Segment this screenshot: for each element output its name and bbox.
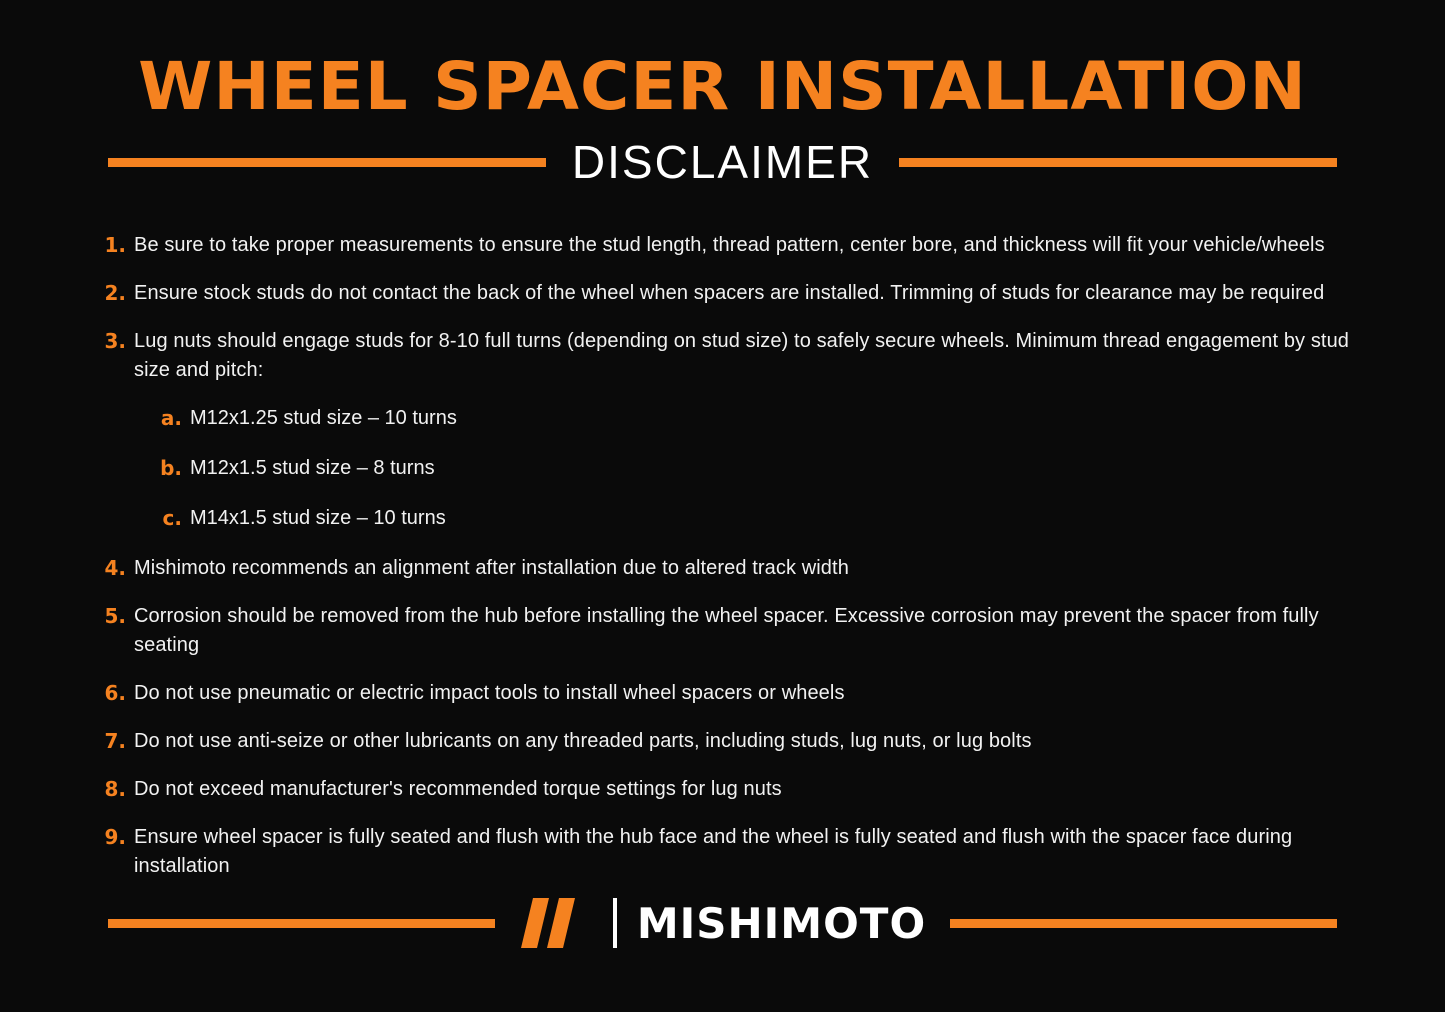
- list-item-text: Do not use anti-seize or other lubricants on any threaded parts, including studs, lug nuts, or lug bolts: [134, 730, 1032, 753]
- sub-list-item-text: M12x1.25 stud size – 10 turns: [190, 407, 457, 430]
- sub-list-item: [100, 504, 1350, 532]
- list-item-text: Ensure stock studs do not contact the back of the wheel when spacers are installed. Trimming of studs for clearance may be required: [134, 282, 1325, 305]
- list-item-number: 8.: [104, 777, 126, 802]
- mishimoto-logo-icon: [519, 896, 593, 950]
- sub-list-item-number: a.: [160, 406, 182, 431]
- page-subtitle: DISCLAIMER: [571, 136, 874, 189]
- list-item: [100, 554, 1350, 583]
- list-item-number: 6.: [104, 681, 126, 706]
- brand-divider: [613, 898, 617, 948]
- list-item-number: 9.: [104, 825, 126, 850]
- list-item-number: 4.: [104, 556, 126, 581]
- rule-left: [108, 158, 546, 167]
- list-item-text: Do not use pneumatic or electric impact tools to install wheel spacers or wheels: [134, 682, 845, 705]
- footer-rule-right: [950, 919, 1337, 928]
- list-item-number: 1.: [104, 233, 126, 258]
- brand-name: MISHIMOTO: [636, 898, 927, 948]
- document-header: [0, 0, 1445, 189]
- list-item: [100, 727, 1350, 756]
- list-item-text: Mishimoto recommends an alignment after installation due to altered track width: [134, 557, 849, 580]
- list-item-number: 5.: [104, 604, 126, 629]
- list-item: [100, 823, 1350, 881]
- list-item: [100, 231, 1350, 260]
- list-item-text: Ensure wheel spacer is fully seated and flush with the hub face and the wheel is fully seated and flush with the spacer face during installation: [134, 826, 1293, 878]
- list-item-text: Do not exceed manufacturer's recommended torque settings for lug nuts: [134, 778, 782, 801]
- sub-list-item-number: b.: [160, 456, 182, 481]
- list-item: [100, 775, 1350, 804]
- brand-lockup: [519, 896, 926, 950]
- list-item-number: 2.: [104, 281, 126, 306]
- page-title: WHEEL SPACER INSTALLATION: [138, 48, 1307, 125]
- footer-rule-left: [108, 919, 495, 928]
- sub-list-item: [100, 454, 1350, 482]
- sub-list-item-number: c.: [162, 506, 182, 531]
- disclaimer-list: [0, 231, 1445, 881]
- list-item-number: 7.: [104, 729, 126, 754]
- sub-list-item: [100, 404, 1350, 432]
- list-item: [100, 679, 1350, 708]
- rule-right: [899, 158, 1337, 167]
- list-item-text: Be sure to take proper measurements to ensure the stud length, thread pattern, center bore, and thickness will fit your vehicle/wheels: [134, 234, 1325, 257]
- list-item: [100, 279, 1350, 308]
- sub-list-item-text: M12x1.5 stud size – 8 turns: [190, 457, 435, 480]
- sub-list-item-text: M14x1.5 stud size – 10 turns: [190, 507, 446, 530]
- list-item: [100, 327, 1350, 385]
- list-item-text: Corrosion should be removed from the hub before installing the wheel spacer. Excessive corrosion may prevent the spacer from fully seating: [134, 605, 1319, 657]
- subtitle-row: [0, 135, 1445, 189]
- sub-list: [100, 404, 1350, 532]
- list-item: [100, 602, 1350, 660]
- document-footer: [0, 896, 1445, 950]
- list-item-number: 3.: [104, 329, 126, 354]
- list-item-text: Lug nuts should engage studs for 8-10 full turns (depending on stud size) to safely secure wheels. Minimum thread engagement by stud size and pitch:: [134, 330, 1350, 382]
